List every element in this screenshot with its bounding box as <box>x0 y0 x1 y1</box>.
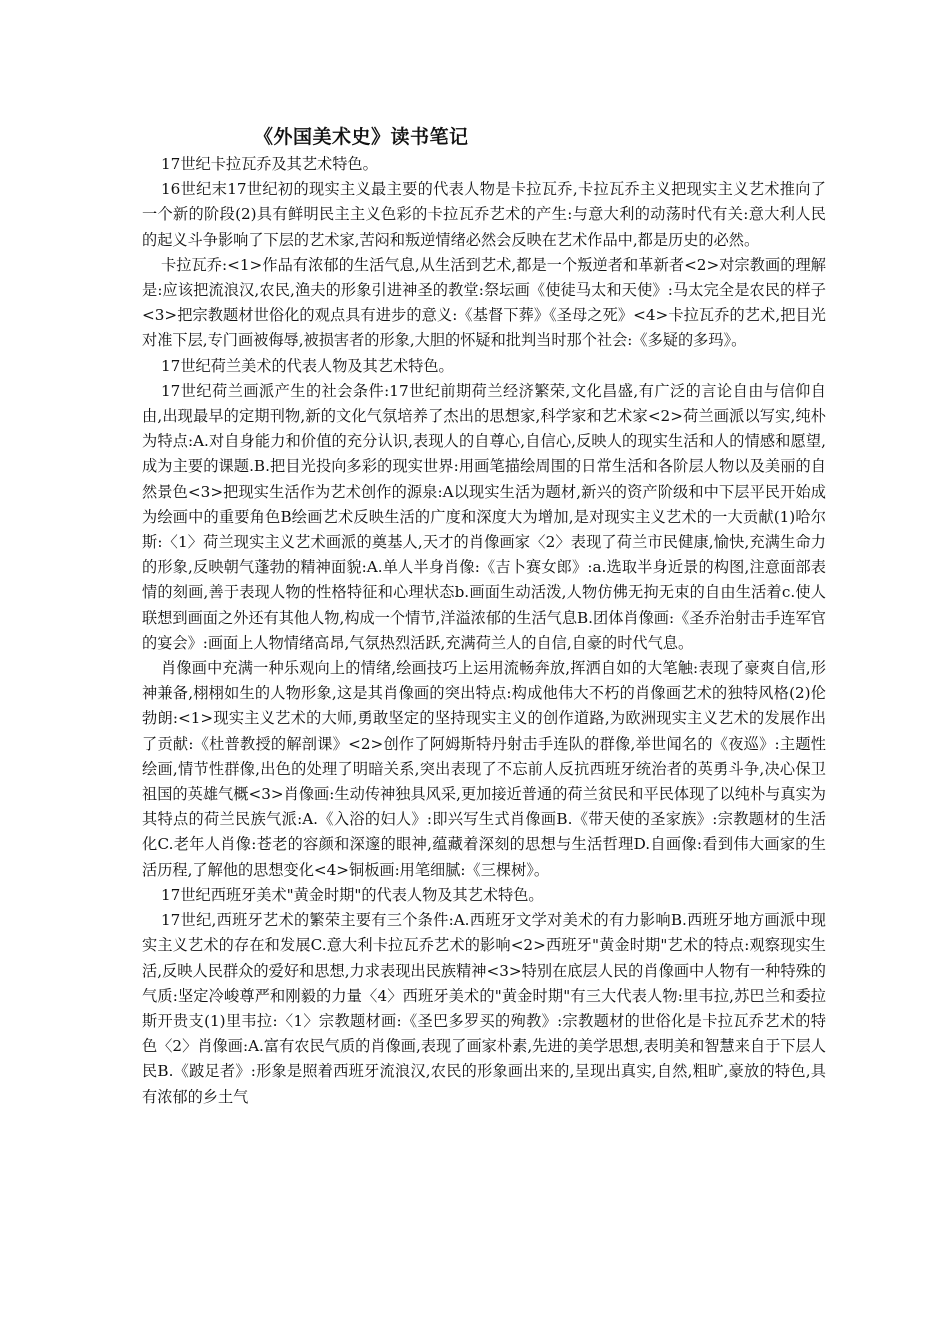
section-heading-dutch-art: 17世纪荷兰美术的代表人物及其艺术特色。 <box>161 356 454 375</box>
paragraph-spanish-golden-age: 17世纪,西班牙艺术的繁荣主要有三个条件:A.西班牙文学对美术的有力影响B.西班牙地方画派中现实主义艺术的存在和发展C.意大利卡拉瓦乔艺术的影响<2>西班牙"黄金时期"艺术的特点:观察现实生活,反映人民群众的爱好和思想,力求表现出民族精神<3>特别在底层人民的肖像画中人物有一种特殊的气质:坚定冷峻尊严和刚毅的力量〈4〉西班牙美术的"黄金时期"有三大代表人物:里韦拉,苏巴兰和委拉斯开贵支(1)里韦拉:〈1〉宗教题材画:《圣巴多罗买的殉教》:宗教题材的世俗化是卡拉瓦乔艺术的特色〈2〉肖像画:A.富有农民气质的肖像画,表现了画家朴素,先进的美学思想,表明美和智慧来自于下层人民B.《跛足者》:形象是照着西班牙流浪汉,农民的形象画出来的,呈现出真实,自然,粗旷,豪放的特色,具有浓郁的乡土气 <box>142 911 826 1106</box>
document-title: 《外国美术史》读书笔记 <box>254 126 469 148</box>
section-heading-spanish-golden-age: 17世纪西班牙美术"黄金时期"的代表人物及其艺术特色。 <box>161 885 544 904</box>
paragraph-dutch-school-hals: 17世纪荷兰画派产生的社会条件:17世纪前期荷兰经济繁荣,文化昌盛,有广泛的言论自由与信仰自由,出现最早的定期刊物,新的文化气氛培养了杰出的思想家,科学家和艺术家<2>荷兰画派以写实,纯朴为特点:A.对自身能力和价值的充分认识,表现人的自尊心,自信心,反映人的现实生活和人的情感和愿望,成为主要的课题.B.把目光投向多彩的现实世界:用画笔描绘周围的日常生活和各阶层人物以及美丽的自然景色<3>把现实生活作为艺术创作的源泉:A以现实生活为题材,新兴的资产阶级和中下层平民开始成为绘画中的重要角色B绘画艺术反映生活的广度和深度大为增加,是对现实主义艺术的一大贡献(1)哈尔斯:〈1〉荷兰现实主义艺术画派的奠基人,天才的肖像画家〈2〉表现了荷兰市民健康,愉快,充满生命力的形象,反映朝气蓬勃的精神面貌:A.单人半身肖像:《吉卜赛女郎》:a.选取半身近景的构图,注意面部表情的刻画,善于表现人物的性格特征和心理状态b.画面生动活泼,人物仿佛无拘无束的自由生活着c.使人联想到画面之外还有其他人物,构成一个情节,洋溢浓郁的生活气息B.团体肖像画:《圣乔治射击手连军官的宴会》:画面上人物情绪高昂,气氛热烈活跃,充满荷兰人的自信,自豪的时代气息。 <box>142 381 826 652</box>
paragraph-caravaggio-works: 卡拉瓦乔:<1>作品有浓郁的生活气息,从生活到艺术,都是一个叛逆者和革新者<2>对宗教画的理解是:应该把流浪汉,农民,渔夫的形象引进神圣的教堂:祭坛画《使徒马太和天使》:马太完全是农民的样子<3>把宗教题材世俗化的观点具有进步的意义:《基督下葬》《圣母之死》<4>卡拉瓦乔的艺术,把目光对准下层,专门画被侮辱,被损害者的形象,大胆的怀疑和批判当时那个社会:《多疑的多玛》。 <box>142 255 826 350</box>
paragraph-rembrandt: 肖像画中充满一种乐观向上的情绪,绘画技巧上运用流畅奔放,挥洒自如的大笔触:表现了豪爽自信,形神兼备,栩栩如生的人物形象,这是其肖像画的突出特点:构成他伟大不朽的肖像画艺术的独特风格(2)伦勃朗:<1>现实主义艺术的大师,勇敢坚定的坚持现实主义的创作道路,为欧洲现实主义艺术的发展作出了贡献:《杜普教授的解剖课》<2>创作了阿姆斯特丹射击手连队的群像,举世闻名的《夜巡》:主题性绘画,情节性群像,出色的处理了明暗关系,突出表现了不忘前人反抗西班牙统治者的英勇斗争,决心保卫祖国的英雄气概<3>肖像画:生动传神独具风采,更加接近普通的荷兰贫民和平民体现了以纯朴与真实为其特点的荷兰民族气派:A.《入浴的妇人》:即兴写生式肖像画B.《带天使的圣家族》:宗教题材的生活化C.老年人肖像:苍老的容颜和深邃的眼神,蕴藏着深刻的思想与生活哲理D.自画像:看到伟大画家的生活历程,了解他的思想变化<4>铜板画:用笔细腻:《三棵树》。 <box>142 659 826 879</box>
paragraph-caravaggio-background: 16世纪末17世纪初的现实主义最主要的代表人物是卡拉瓦乔,卡拉瓦乔主义把现实主义艺术推向了一个新的阶段(2)具有鲜明民主主义色彩的卡拉瓦乔艺术的产生:与意大利的动荡时代有关:意大利人民的起义斗争影响了下层的艺术家,苦闷和叛逆情绪必然会反映在艺术作品中,都是历史的必然。 <box>142 180 826 249</box>
section-heading-caravaggio: 17世纪卡拉瓦乔及其艺术特色。 <box>161 155 378 173</box>
